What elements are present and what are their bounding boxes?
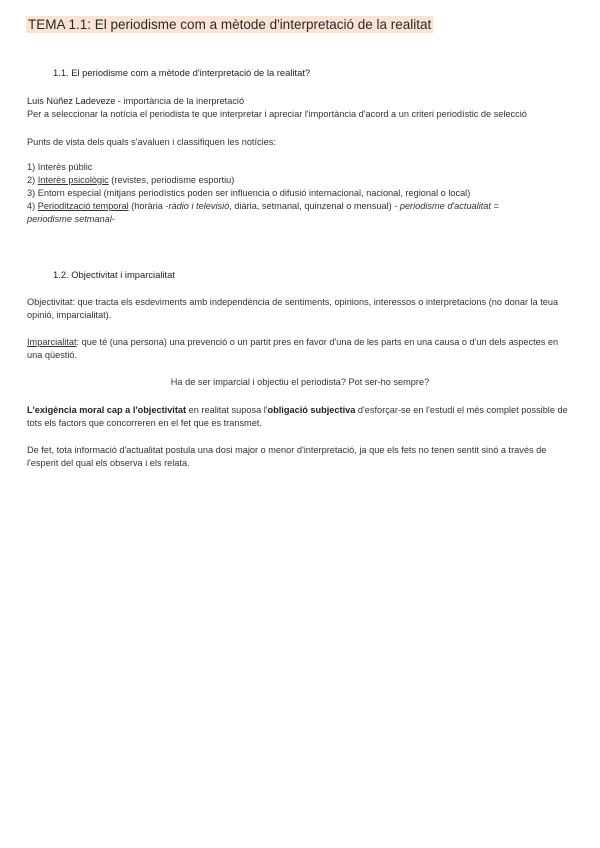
imparcialitat-rest: : que té (una persona) una prevenció o un partit pres en favor d'una de les parts en una causa o d'un dels aspectes en una qüestió. <box>27 337 559 360</box>
criteria-item-4-term: Periodització temporal <box>37 201 129 211</box>
criteria-item-1: 1) Interès públic <box>27 162 93 172</box>
criteria-item-4-radio: ràdio i televisió <box>168 201 230 211</box>
moral-text-c: d'esforçar-se en l'estudi el més complet possible de tots els factors que concorreren en el fet que es transmet. <box>27 405 568 428</box>
section-heading-1-2: 1.2. Objectivitat i imparcialitat <box>53 269 175 280</box>
author-rest: - importància de la inerpretació <box>115 96 245 106</box>
author-name: Luis Núñez Ladeveze <box>27 96 116 106</box>
criteria-item-3: 3) Entorn especial (mitjans periodístics poden ser influencia o difusió internacional, nacional, regional o local) <box>27 188 471 198</box>
section-heading-1-1: 1.1. El periodisme com a mètode d'interpretació de la realitat? <box>53 67 311 78</box>
criteria-item-4-cont: periodisme setmanal- <box>27 214 115 224</box>
criteria-item-2-rest: (revistes, periodisme esportiu) <box>108 175 235 185</box>
imparcialitat-paragraph <box>27 336 575 362</box>
objectivitat-paragraph: Objectivitat: que tracta els esdeviments amb independència de sentiments, opinions, interessos o interpretacions (no donar la teua opinió, imparcialitat). <box>27 297 559 320</box>
criteria-item-4-a: (horària - <box>128 201 169 211</box>
criteria-item-4 <box>27 200 499 213</box>
criteria-item-2-num: 2) <box>27 175 38 185</box>
criteria-item-2-term: Interès psicològic <box>37 175 109 185</box>
interpretacio-paragraph: De fet, tota informació d'actualitat postula una dosi major o menor d'interpretació, ja que els fets no tenen sentit sinó a través de l'esperit del qual els observa i els relata. <box>27 445 547 468</box>
moral-text-a: en realitat suposa l' <box>186 405 268 415</box>
criteria-item-4-actualitat: periodisme d'actualitat = <box>399 201 499 211</box>
selection-line: Per a seleccionar la notícia el periodista te que interpretar i apreciar l'importància d'acord a un criteri periodístic de selecció <box>27 109 527 119</box>
page-title: TEMA 1.1: El periodisme com a mètode d'interpretació de la realitat <box>28 17 432 32</box>
author-line <box>27 95 244 108</box>
central-question: Ha de ser imparcial i objectiu el periodista? Pot ser-ho sempre? <box>170 377 430 387</box>
criteria-item-4-num: 4) <box>27 201 38 211</box>
imparcialitat-term: Imparcialitat <box>27 337 77 347</box>
moral-paragraph <box>27 404 575 430</box>
criteria-item-4-b: , diària, setmanal, quinzenal o mensual) - <box>229 201 400 211</box>
moral-bold-2: obligació subjectiva <box>267 405 356 415</box>
criteria-intro: Punts de vista dels quals s'avaluen i classifiquen les notícies: <box>27 137 276 147</box>
moral-bold-1: L'exigència moral cap a l'objectivitat <box>27 405 187 415</box>
criteria-item-2 <box>27 174 234 187</box>
